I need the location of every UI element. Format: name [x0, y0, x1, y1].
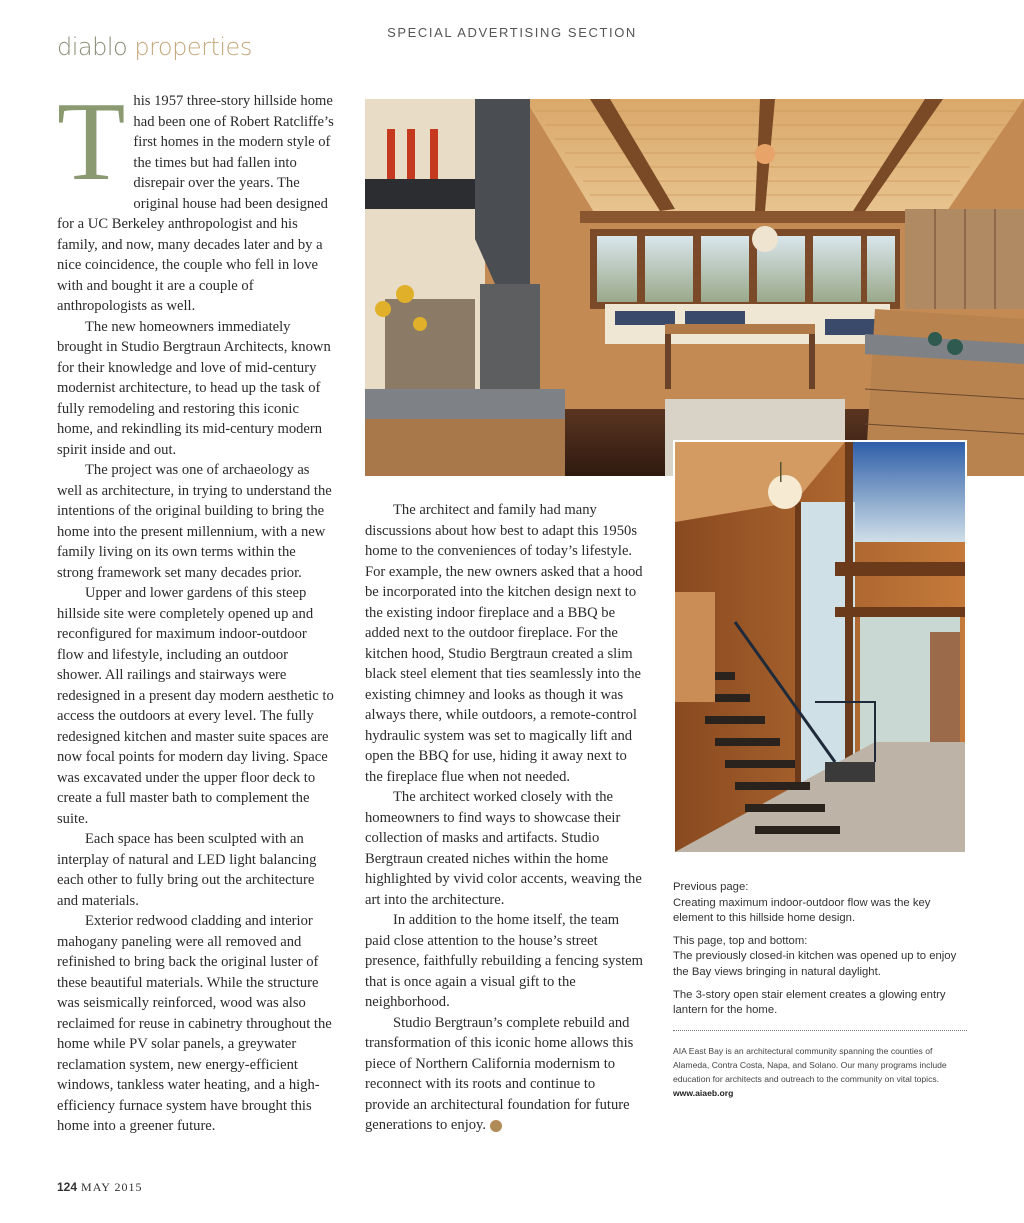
issue-date: MAY 2015: [81, 1180, 143, 1194]
end-mark-icon: d: [490, 1120, 502, 1132]
caption-this-text: The previously closed-in kitchen was opened up to enjoy the Bay views bringing in natural daylight.: [673, 950, 957, 978]
page-number: 124: [57, 1180, 78, 1194]
aia-text: AIA East Bay is an architectural community spanning the counties of Alameda, Contra Costa, Napa, and Solano. Our many programs include education for architects and outreach to the community on vital topics.: [673, 1046, 947, 1084]
article-paragraph-7: The architect and family had many discussions about how best to adapt this 1950s home to the conveniences of today’s lifestyle. For example, the new owners asked that a hood be incorporated into the kitchen design next to the existing indoor fireplace and a BBQ be added next to the outdoor fireplace. For the kitchen hood, Studio Bergtraun created a slim black steel element that ties seamlessly into the existing chimney and looks as though it was always there, while outdoors, a remote-control hydraulic system was set to magically lift and open the BBQ for use, hiding it away next to the fireplace flue when not needed.: [365, 502, 643, 785]
article-column-right: [365, 500, 643, 1136]
caption-previous-page: [673, 880, 965, 927]
caption-this-page: [673, 934, 965, 981]
magazine-brand: [57, 33, 252, 61]
article-paragraph-3: The project was one of archaeology as well as architecture, in trying to understand the intentions of the original building to bring the home into the present millennium, with a new family living on its own terms within the strong framework set many decades prior.: [57, 462, 332, 581]
article-paragraph-8: The architect worked closely with the homeowners to find ways to showcase their collection of masks and artifacts. Studio Bergtraun created niches within the home highlighted by vivid color accents, weaving the art into the architecture.: [365, 789, 642, 908]
article-paragraph-1: [57, 80, 334, 317]
photo-captions: [673, 880, 965, 1026]
stair-photo: [673, 440, 967, 854]
brand-word-properties: properties: [134, 33, 252, 61]
caption-stair: The 3-story open stair element creates a glowing entry lantern for the home.: [673, 988, 946, 1017]
article-paragraph-6: Exterior redwood cladding and interior mahogany paneling were all removed and refinished to bring back the original luster of these beautiful materials. While the structure was seismically reinforced, wood was also reclaimed for reuse in cabinetry throughout the home while PV solar panels, a greywater reclamation system, new energy-efficient windows, tankless water heating, and a high-efficiency furnace system have brought this home into a greener future.: [57, 913, 332, 1134]
aia-note: [673, 1044, 967, 1100]
aia-link[interactable]: www.aiaeb.org: [673, 1088, 734, 1098]
kitchen-photo: [365, 99, 1024, 476]
dotted-divider: [673, 1030, 967, 1031]
page-footer: [57, 1180, 143, 1195]
kitchen-illustration: [365, 99, 1024, 476]
caption-previous-heading: Previous page:: [673, 881, 749, 893]
caption-previous-text: Creating maximum indoor-outdoor flow was the key element to this hillside home design.: [673, 896, 931, 925]
article-paragraph-9: In addition to the home itself, the team paid close attention to the house’s street presence, faithfully rebuilding a fencing system that is once again a visual gift to the neighborhood.: [365, 912, 644, 1010]
article-paragraph-1-text: his 1957 three-story hillside home had been one of Robert Ratcliffe’s first homes in the modern style of the times but had fallen into disrepair over the years. The original house had been designed for a UC Berkeley anthropologist and his family, and now, many decades later and by a nice coincidence, the couple who fell in love with and bought it are a couple of anthropologists as well.: [57, 93, 334, 314]
drop-cap: T: [57, 80, 126, 204]
article-column-left: [57, 80, 334, 1137]
stair-illustration: [675, 442, 965, 852]
article-paragraph-5: Each space has been sculpted with an interplay of natural and LED light balancing each other to fully bring out the architecture and materials.: [57, 831, 317, 909]
article-paragraph-10-text: Studio Bergtraun’s complete rebuild and transformation of this iconic home allows this piece of Northern California modernism to reconnect with its roots and continue to provide an architectural foundation for future generations to enjoy.: [365, 1014, 634, 1133]
article-paragraph-4: Upper and lower gardens of this steep hillside site were completely opened up and reconfigured for maximum indoor-outdoor flow and lifestyle, including an outdoor shower. All railings and stairways were redesigned in a present day modern aesthetic to access the outdoors at every level. The fully redesigned kitchen and master suite spaces are now focal points for modern day living. Space was excavated under the upper floor deck to create a full master bath to complement the suite.: [57, 585, 334, 827]
section-label: SPECIAL ADVERTISING SECTION: [387, 25, 637, 40]
article-paragraph-10: [365, 1013, 643, 1136]
brand-word-diablo: diablo: [57, 33, 128, 61]
article-paragraph-2: The new homeowners immediately brought in Studio Bergtraun Architects, known for their knowledge and love of mid-century modernist architecture, to head up the task of fully remodeling and restoring this iconic home, and rekindling its mid-century modern spirit inside and out.: [57, 318, 331, 458]
caption-this-heading: This page, top and bottom:: [673, 934, 808, 947]
